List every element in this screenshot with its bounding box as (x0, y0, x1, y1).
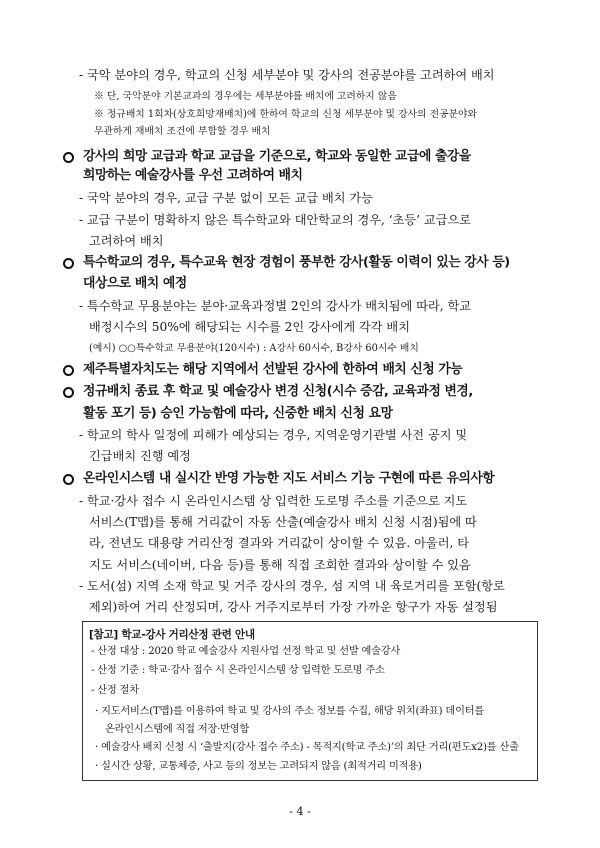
bullet-heading: 대상으로 배치 예정 (83, 276, 187, 291)
text-line: - 학교의 학사 일정에 피해가 예상되는 경우, 지역운영기관별 사전 공지 및 (79, 428, 468, 442)
bullet-heading: 제주특별자치도는 해당 지역에서 선발된 강사에 한하여 배치 신청 가능 (83, 362, 463, 377)
bullet-heading: 특수학교의 경우, 특수교육 현장 경험이 풍부한 강사(활동 이력이 있는 강사 등) (83, 255, 510, 270)
reference-row: · 예술강사 배치 신청 시 ‘출발지(강사 접수 주소) - 목적지(학교 주소)’의 최단 거리(편도x2)를 산출 (95, 742, 519, 753)
reference-box-title: [참고] 학교-강사 거리산정 관련 안내 (89, 629, 255, 641)
reference-box (82, 621, 538, 781)
example-line: (예시) ○○특수학교 무용분야(120시수) : A강사 60시수, B강사 60시수 배치 (89, 343, 419, 354)
reference-row: · 지도서비스(T맵)를 이용하여 학교 및 강사의 주소 정보를 수집, 해당 위치(좌표) 데이터를 (95, 706, 484, 717)
text-line: 라, 전년도 대용량 거리산정 결과와 거리값이 상이할 수 있음. 아울러, 타 (89, 536, 470, 550)
reference-row: · 실시간 상황, 교통체증, 사고 등의 정보는 고려되지 않음 (최적거리 미적용) (95, 761, 422, 772)
text-line: - 특수학교 무용분야는 분야·교육과정별 2인의 강사가 배치됨에 따라, 학교 (79, 299, 472, 313)
bullet-heading: 희망하는 예술강사를 우선 고려하여 배치 (83, 168, 303, 183)
page-number: - 4 - (289, 805, 311, 818)
bullet-circle-icon (63, 474, 74, 485)
reference-row: 온라인시스템에 직접 저장·반영함 (105, 724, 250, 735)
note-line: 무관하게 재배치 조건에 부합할 경우 배치 (94, 126, 271, 137)
text-line: 고려하여 배치 (89, 234, 164, 248)
text-line: 제외)하여 거리 산정되며, 강사 거주지로부터 가장 가까운 항구가 자동 설정됨 (89, 600, 498, 614)
bullet-heading: 정규배치 종료 후 학교 및 예술강사 변경 신청(시수 증감, 교육과정 변경, (83, 384, 473, 399)
text-line: - 교급 구분이 명확하지 않은 특수학교와 대안학교의 경우, ‘초등’ 교급으로 (79, 213, 472, 227)
bullet-circle-icon (63, 152, 74, 163)
text-line: 서비스(T맵)를 통해 거리값이 자동 산출(예술강사 배치 신청 시점)됨에 따 (89, 515, 477, 529)
bullet-circle-icon (63, 258, 74, 269)
reference-row: - 산정 절차 (91, 685, 139, 696)
text-line: - 학교·강사 접수 시 온라인시스템 상 입력한 도로명 주소를 기준으로 지도 (79, 494, 468, 508)
reference-row: - 산정 기준 : 학교·강사 접수 시 온라인시스템 상 입력한 도로명 주소 (91, 665, 385, 676)
bullet-circle-icon (63, 365, 74, 376)
text-line: - 도서(섬) 지역 소재 학교 및 거주 강사의 경우, 섬 지역 내 육로거리를 포함(항로 (79, 579, 505, 593)
bullet-circle-icon (63, 387, 74, 398)
text-line: 배정시수의 50%에 해당되는 시수를 2인 강사에게 각각 배치 (89, 320, 410, 334)
bullet-heading: 활동 포기 등) 승인 가능함에 따라, 신중한 배치 신청 요망 (83, 406, 393, 421)
reference-row: - 산정 대상 : 2020 학교 예술강사 지원사업 선정 학교 및 선발 예술강사 (91, 646, 401, 657)
text-line: 지도 서비스(네이버, 다음 등)를 통해 직접 조회한 결과와 상이할 수 있음 (89, 558, 471, 572)
text-line: - 국악 분야의 경우, 학교의 신청 세부분야 및 강사의 전공분야를 고려하여 배치 (79, 68, 495, 82)
bullet-heading: 강사의 희망 교급과 학교 교급을 기준으로, 학교와 동일한 교급에 출강을 (83, 149, 471, 164)
text-line: 긴급배치 진행 예정 (89, 449, 191, 463)
note-line: ※ 정규배치 1회차(상호희망재배치)에 한하여 학교의 신청 세부분야 및 강사의 전공분야와 (94, 109, 477, 120)
note-line: ※ 단, 국악분야 기본교과의 경우에는 세부분야를 배치에 고려하지 않음 (94, 91, 397, 102)
text-line: - 국악 분야의 경우, 교급 구분 없이 모든 교급 배치 가능 (79, 191, 373, 205)
bullet-heading: 온라인시스템 내 실시간 반영 가능한 지도 서비스 기능 구현에 따른 유의사항 (83, 471, 495, 486)
